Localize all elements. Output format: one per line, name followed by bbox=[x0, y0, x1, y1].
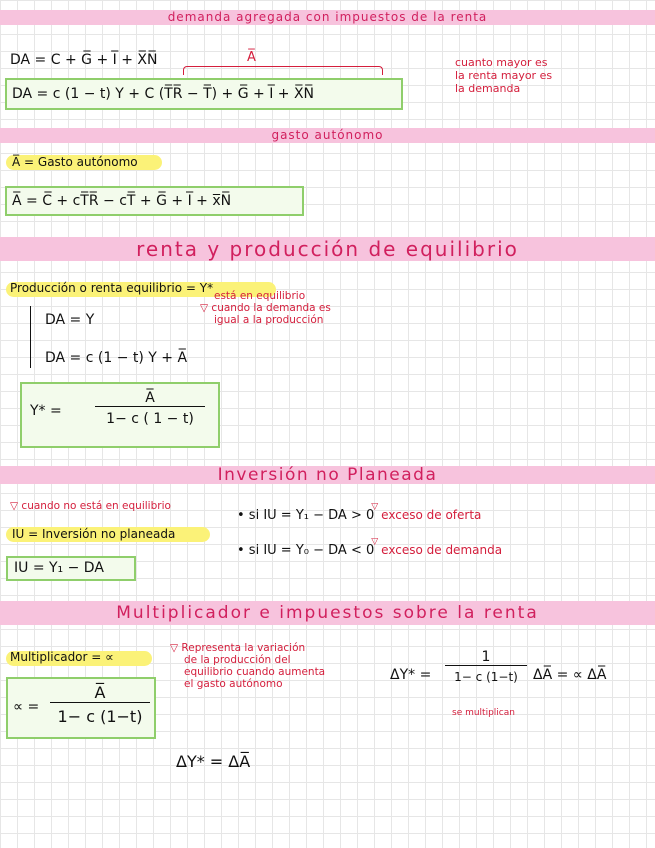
dy-lhs: ΔY* = bbox=[390, 667, 432, 683]
gasto-autonomo-def: A̅ = Gasto autónomo bbox=[12, 155, 138, 169]
note-no-equilibrio: ▽ cuando no está en equilibrio bbox=[10, 500, 171, 512]
section-title-4: Inversión no Planeada bbox=[0, 466, 655, 484]
note-multiplican: se multiplican bbox=[452, 708, 515, 718]
note-equilibrio: está en equilibrio ▽ cuando la demanda es igual a la producción bbox=[200, 290, 331, 326]
produccion-label: Producción o renta equilibrio = Y* bbox=[10, 281, 214, 295]
alpha-fraction bbox=[50, 683, 150, 726]
dy-num: 1 bbox=[481, 649, 491, 665]
brace-line bbox=[183, 66, 383, 75]
system-eq-1: DA = Y bbox=[45, 312, 95, 328]
note-multiplicador: ▽ Representa la variación de la producción del equilibrio cuando aumenta el gasto autónomo bbox=[170, 642, 326, 690]
dy-fraction bbox=[445, 649, 527, 684]
dy-den: 1− c (1−t) bbox=[454, 670, 518, 684]
multiplicador-label: Multiplicador = ∝ bbox=[10, 650, 114, 664]
alpha-num: A̅ bbox=[94, 683, 106, 702]
section-title-5: Multiplicador e impuestos sobre la renta bbox=[0, 601, 655, 625]
section-title-3: renta y producción de equilibrio bbox=[0, 237, 655, 261]
iu-equation: IU = Y₁ − DA bbox=[14, 560, 104, 576]
ystar-fraction bbox=[95, 390, 205, 427]
bullet-oferta: • si IU = Y₁ − DA > 0▽exceso de oferta bbox=[237, 502, 482, 523]
ystar-num: A̅ bbox=[145, 390, 155, 406]
note-renta: cuanto mayor es la renta mayor es la demanda bbox=[455, 56, 553, 95]
section-title-2: gasto autónomo bbox=[0, 128, 655, 143]
da-full-equation: DA = c (1 − t) Y + C (T̅R̅ − T̅) + G̅ + I̅ + X̅N̅ bbox=[12, 86, 315, 102]
gasto-equation: A̅ = C̅ + cT̅R̅ − cT̅ + G̅ + I̅ + x̅N̅ bbox=[12, 193, 232, 209]
system-bracket bbox=[30, 306, 41, 368]
ystar-den: 1− c ( 1 − t) bbox=[106, 411, 194, 427]
system-eq-2: DA = c (1 − t) Y + A̅ bbox=[45, 350, 188, 366]
iu-def: IU = Inversión no planeada bbox=[12, 527, 176, 541]
section-title-1: demanda agregada con impuestos de la renta bbox=[0, 10, 655, 25]
alpha-lhs: ∝ = bbox=[13, 699, 40, 715]
alpha-den: 1− c (1−t) bbox=[57, 707, 143, 726]
bullet-demanda: • si IU = Y₀ − DA < 0▽exceso de demanda bbox=[237, 537, 503, 558]
da-equation: DA = C + G̅ + I̅ + X̅N̅ bbox=[10, 52, 158, 68]
dy-rhs: ΔA̅ = ∝ ΔA̅ bbox=[533, 667, 607, 683]
brace-label: A̅ bbox=[247, 50, 256, 65]
ystar-lhs: Y* = bbox=[30, 403, 62, 419]
delta-ystar: ΔY* = ΔA̅ bbox=[176, 752, 251, 771]
